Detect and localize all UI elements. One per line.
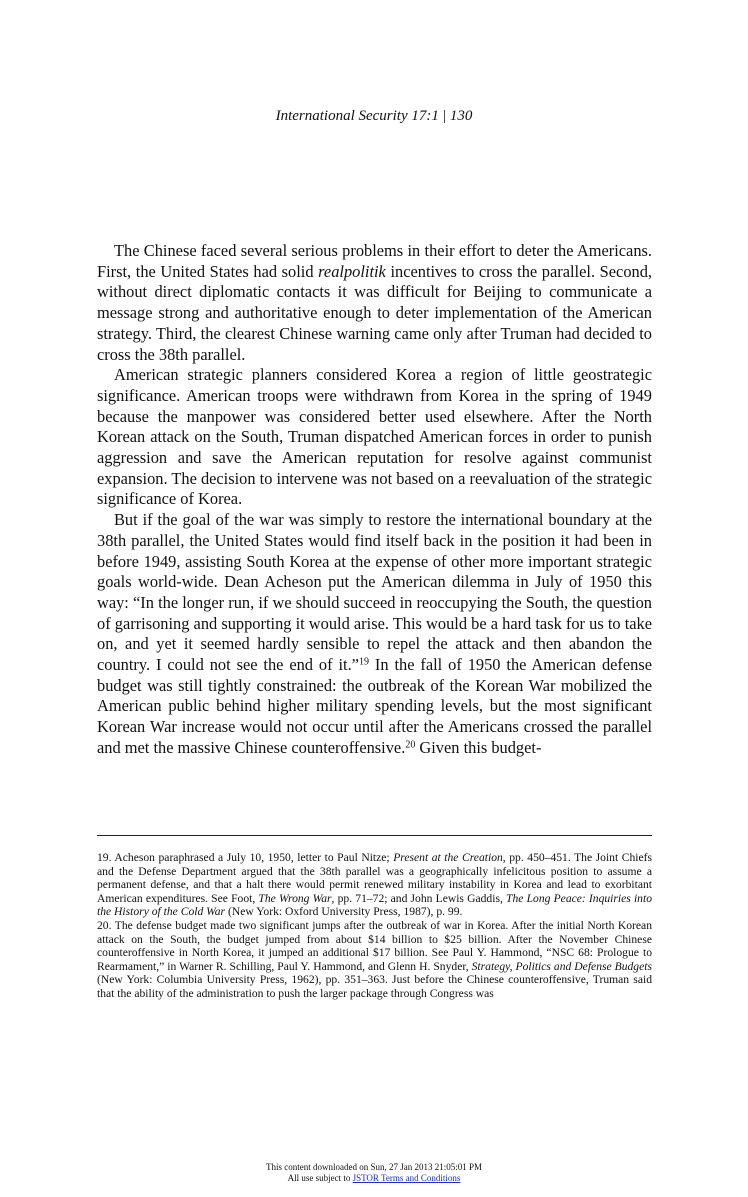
paragraph-3: [97, 510, 652, 758]
footnote-text: 20. The defense budget made two significant jumps after the outbreak of war in Korea. After the initial North Korean attack on the South, the budget jumped from about $14 billion to $25 billion. After the November Chinese counteroffensive in North Korea, it jumped an additional $17 billion. See Paul Y. Hammond, “NSC 68: Prologue to Rearmament,” in Warner R. Schilling, Paul Y. Hammond, and Glenn H. Snyder,: [97, 918, 652, 973]
jstor-terms-link[interactable]: JSTOR Terms and Conditions: [352, 1173, 461, 1183]
footnote-ref-20: 20: [405, 739, 416, 751]
cited-title: Strategy, Politics and Defense Budgets: [471, 959, 652, 973]
page-number: 130: [449, 108, 473, 124]
italic-term: realpolitik: [318, 261, 386, 281]
header-divider: |: [442, 108, 446, 124]
footnote-text: , pp. 450–451. The Joint Chiefs and the Defense Department argued that the 38th parallel was a geographically infelicitous position to assume a permanent defense, and that a halt there would permit renewed military instability in Korea and lead to exorbitant American expenditures. See Foot,: [97, 851, 653, 905]
paragraph-text: In the fall of 1950 the American defense budget was still tightly constrained: the outbreak of the Korean War mobilized the American public behind higher military spending levels, but the most significant Korean War increase would not occur until after the Americans crossed the parallel and met the massive Chinese counteroffensive.: [97, 655, 653, 757]
paragraph-1: [97, 241, 652, 365]
cited-title: Present at the Creation: [393, 851, 503, 864]
terms-prefix: All use subject to: [287, 1173, 353, 1183]
terms-line: [0, 1173, 748, 1184]
footnote-19: [97, 851, 652, 919]
running-header: [0, 108, 748, 125]
article-body: [97, 241, 652, 759]
footnote-text: (New York: Oxford University Press, 1987), p. 99.: [225, 905, 463, 919]
paragraph-text: But if the goal of the war was simply to restore the international boundary at the 38th parallel, the United States would find itself back in the position it had been in before 1949, assisting South Korea at the expense of other more important strategic goals world-wide. Dean Acheson put the American dilemma in July of 1950 this way: “In the longer run, if we should succeed in reoccupying the South, the question of garrisoning and supporting it would arise. This would be a hard task for us to take on, and yet it seemed hardly sensible to repel the attack and then abandon the country. I could not see the end of it.”: [97, 510, 652, 675]
footnotes: [97, 851, 652, 1001]
paragraph-2: American strategic planners considered Korea a region of little geostrategic significance. American troops were withdrawn from Korea in the spring of 1949 because the manpower was considered better used elsewhere. After the North Korean attack on the South, Truman dispatched American forces in order to punish aggression and save the American reputation for resolve against communist expansion. The decision to intervene was not based on a reevaluation of the strategic significance of Korea.: [97, 365, 652, 509]
download-timestamp: This content downloaded on Sun, 27 Jan 2013 21:05:01 PM: [266, 1162, 482, 1172]
cited-title: The Wrong War: [258, 891, 332, 905]
journal-title: International Security 17:1: [275, 108, 439, 124]
footnote-ref-19: 19: [358, 656, 369, 668]
paragraph-text: incentives to cross the parallel. Second, without direct diplomatic contacts it was difficult for Beijing to communicate a message strong and authoritative enough to deter implementation of the American strategy. Third, the clearest Chinese warning came only after Truman had decided to cross the 38th parallel.: [97, 261, 652, 364]
footnote-text: , pp. 71–72; and John Lewis Gaddis,: [331, 891, 507, 905]
cited-title: The Long Peace: Inquiries into the History of the Cold War: [97, 891, 653, 919]
paragraph-text: The Chinese faced several serious problems in their effort to deter the Americans. First, the United States had solid: [97, 241, 652, 281]
footnote-text: 19. Acheson paraphrased a July 10, 1950, letter to Paul Nitze;: [97, 851, 394, 864]
footnote-text: (New York: Columbia University Press, 1962), pp. 351–363. Just before the Chinese counteroffensive, Truman said that the ability of the administration to push the larger package through Congress was: [97, 973, 652, 1000]
footnote-divider: [97, 835, 652, 836]
footnote-20: [97, 919, 652, 1001]
paragraph-text: Given this budget-: [415, 737, 542, 757]
download-notice: [0, 1162, 748, 1184]
